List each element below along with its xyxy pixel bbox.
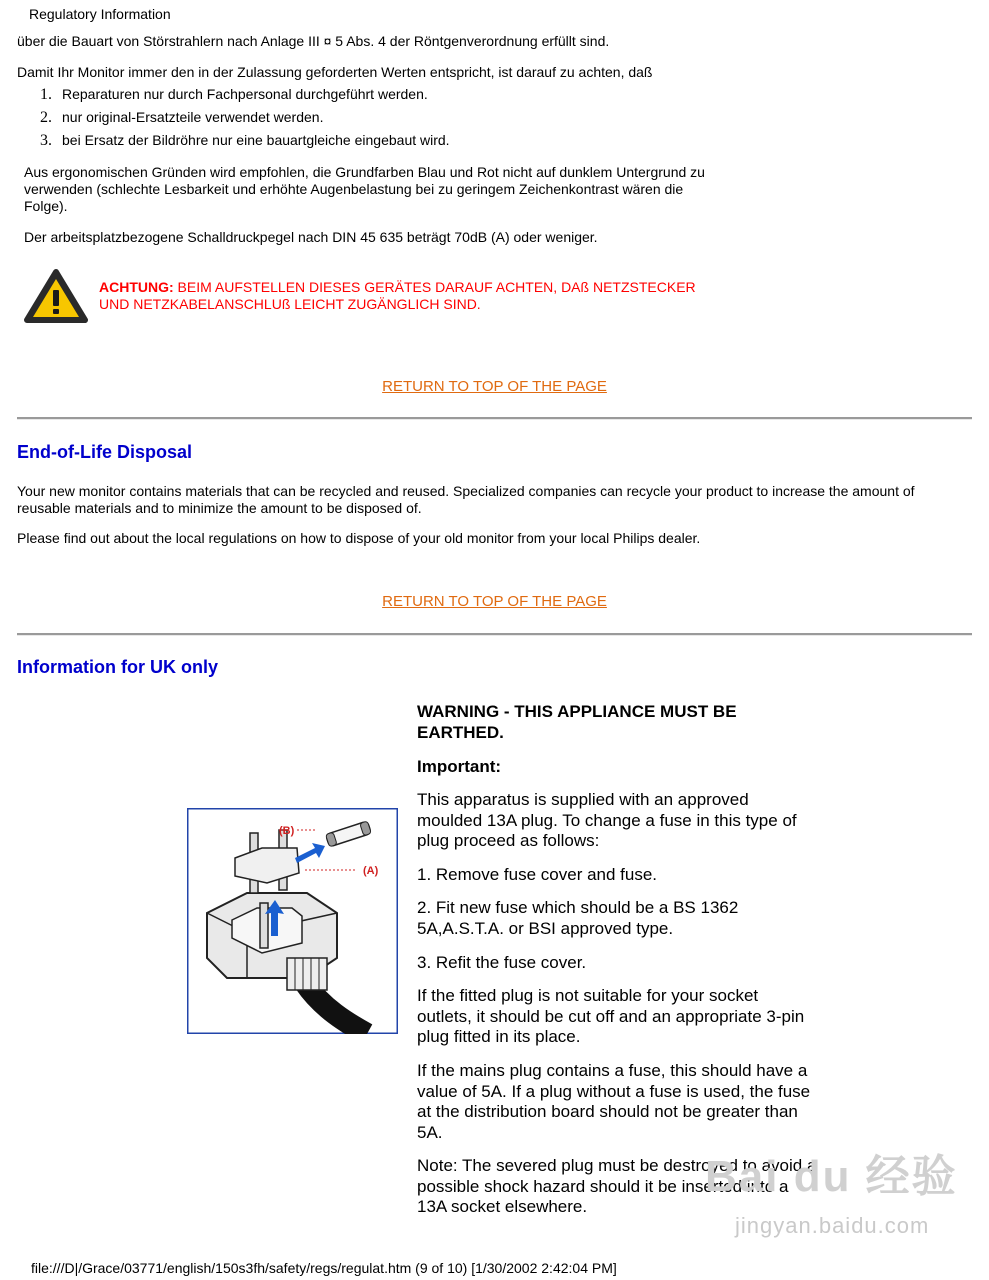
list-number: 3. <box>40 132 52 149</box>
return-to-top-link[interactable]: RETURN TO TOP OF THE PAGE <box>382 378 607 395</box>
warning-triangle-icon <box>24 268 88 324</box>
list-number: 1. <box>40 86 52 103</box>
warning-text: BEIM AUFSTELLEN DIESES GERÄTES DARAUF ACHTEN, DAß NETZSTECKER UND NETZKABELANSCHLUß LEICHT ZUGÄNGLICH SIND. <box>99 279 696 312</box>
paragraph-eol-recycle: Your new monitor contains materials that can be recycled and reused. Specialized companies can recycle your product to increase the amount of reusable materials and to minimize the amount to be disposed of. <box>17 483 915 516</box>
baidu-watermark-url: jingyan.baidu.com <box>735 1213 930 1238</box>
section-title-eol: End-of-Life Disposal <box>17 442 192 462</box>
plug-label-a: (A) <box>363 865 379 877</box>
page-header-title: Regulatory Information <box>29 6 171 22</box>
paragraph-eol-dealer: Please find out about the local regulations on how to dispose of your old monitor from your local Philips dealer. <box>17 530 701 546</box>
paragraph-zulassung: Damit Ihr Monitor immer den in der Zulassung geforderten Werten entspricht, ist darauf zu achten, daß <box>17 64 653 80</box>
return-to-top-link[interactable]: RETURN TO TOP OF THE PAGE <box>382 593 607 610</box>
list-number: 2. <box>40 109 52 126</box>
list-text: bei Ersatz der Bildröhre nur eine bauartgleiche eingebaut wird. <box>62 132 450 148</box>
paragraph-noise: Der arbeitsplatzbezogene Schalldruckpegel nach DIN 45 635 beträgt 70dB (A) oder weniger. <box>24 229 598 245</box>
uk-warning-heading: WARNING - THIS APPLIANCE MUST BE EARTHED. <box>417 702 737 742</box>
paragraph-roentgen: über die Bauart von Störstrahlern nach Anlage III ¤ 5 Abs. 4 der Röntgenverordnung erfüllt sind. <box>17 33 610 49</box>
plug-label-b: (B) <box>279 825 295 837</box>
uk-paragraph-plug: This apparatus is supplied with an approved moulded 13A plug. To change a fuse in this type of plug proceed as follows: <box>417 790 797 850</box>
uk-paragraph-note: Note: The severed plug must be destroyed to avoid a possible shock hazard should it be inserted into a 13A socket elsewhere. <box>417 1156 817 1216</box>
baidu-watermark: Bai du 经验 <box>705 1152 958 1201</box>
warning-label: ACHTUNG: <box>99 279 174 295</box>
uk-step-3: 3. Refit the fuse cover. <box>417 953 587 972</box>
list-item <box>40 109 323 126</box>
section-title-uk: Information for UK only <box>17 657 218 677</box>
warning-notice <box>99 279 699 313</box>
uk-step-2: 2. Fit new fuse which should be a BS 1362 5A,A.S.T.A. or BSI approved type. <box>417 898 739 938</box>
uk-important-heading: Important: <box>417 757 502 776</box>
section-divider <box>17 633 972 636</box>
section-divider <box>17 417 972 420</box>
list-text: nur original-Ersatzteile verwendet werden. <box>62 109 324 125</box>
page-footer-path: file:///D|/Grace/03771/english/150s3fh/safety/regs/regulat.htm (9 of 10) [1/30/2002 2:42:04 PM] <box>31 1260 617 1276</box>
uk-paragraph-socket: If the fitted plug is not suitable for your socket outlets, it should be cut off and an appropriate 3-pin plug fitted in its place. <box>417 986 805 1046</box>
list-item <box>40 86 428 103</box>
fuse-plug-illustration <box>187 808 398 1034</box>
paragraph-ergonomics: Aus ergonomischen Gründen wird empfohlen, die Grundfarben Blau und Rot nicht auf dunklem Untergrund zu verwenden (schlechte Lesbarkeit und erhöhte Augenbelastung bei zu geringem Zeichenkontrast wären die Folge). <box>24 164 705 214</box>
list-text: Reparaturen nur durch Fachpersonal durchgeführt werden. <box>62 86 428 102</box>
list-item <box>40 132 450 149</box>
uk-step-1: 1. Remove fuse cover and fuse. <box>417 865 658 884</box>
uk-paragraph-fuse-value: If the mains plug contains a fuse, this should have a value of 5A. If a plug without a fuse is used, the fuse at the distribution board should not be greater than 5A. <box>417 1061 811 1142</box>
